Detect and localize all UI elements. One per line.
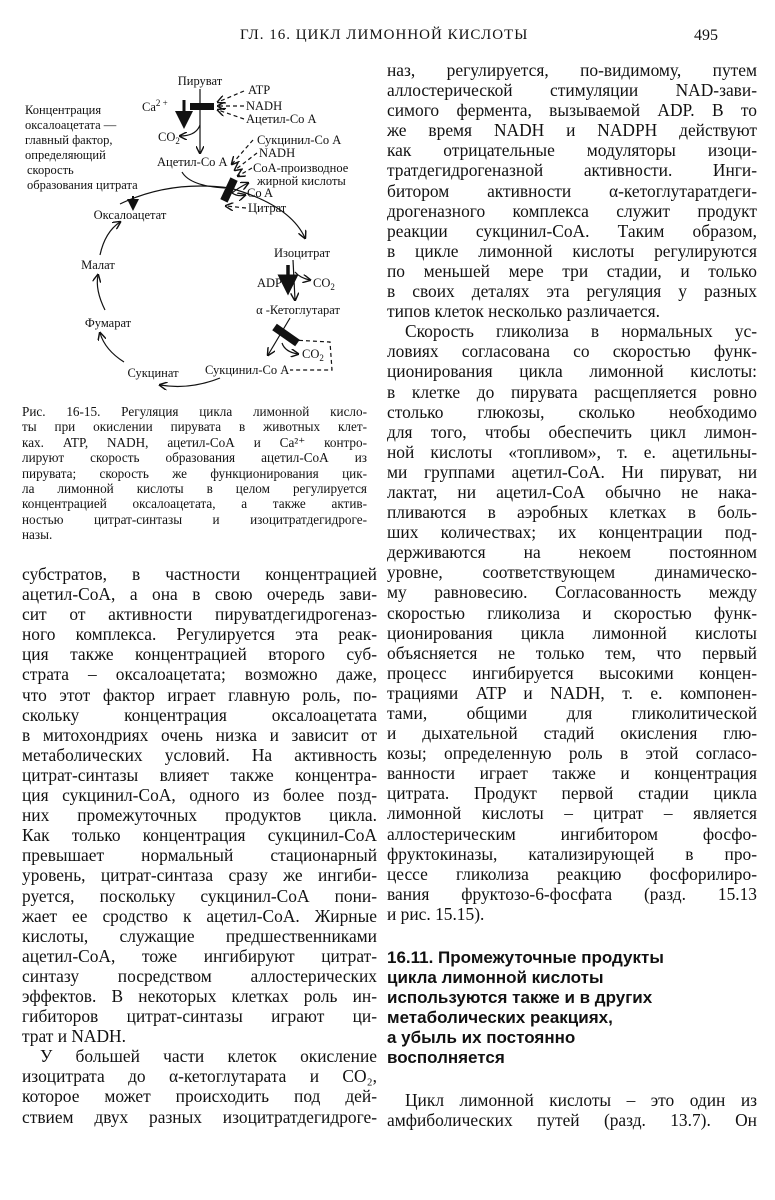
text-line: гибиторов цитрат-синтазы играют ци-: [22, 1006, 377, 1027]
side-label-3: определяющий: [25, 148, 106, 162]
caption-line: Рис. 16-15. Регуляция цикла лимонной кисло-: [22, 404, 367, 419]
heading-line: метаболических реакциях,: [387, 1008, 613, 1027]
side-label-5: образования цитрата: [27, 178, 138, 192]
heading-line: цикла лимонной кислоты: [387, 968, 604, 987]
text-line: ванности играет также и концентрация: [387, 763, 757, 784]
succinyl-coa-inhibitor-label: Сукцинил-Со А: [257, 133, 342, 147]
text-line: трациями ATP и NADH, т. е. компонен-: [387, 682, 757, 703]
nadh-label: NADH: [246, 99, 283, 113]
text-line: превышает нормальный стационарный: [22, 845, 377, 866]
text-line: жает ее сродство к ацетил-СоА. Жирные: [22, 905, 377, 926]
pyruvate-dehydrogenase-bar: [190, 103, 214, 110]
right-column-text: [387, 60, 757, 924]
caption-line: ностью цитрат-синтазы и изоцитратдегидроге-: [22, 511, 367, 527]
text-line: ших количествах; их концентрации под-: [387, 522, 757, 543]
text-line: процесс ингибируется высокими концен-: [387, 662, 757, 683]
text-line: страта – оксалоацетата; возможно даже,: [22, 664, 377, 685]
text-line: ловиях согласована со скоростью функ-: [387, 341, 757, 362]
text-line: держиваются на некоем постоянном: [387, 542, 757, 563]
co2-text: CO: [313, 276, 331, 290]
figure-caption: [22, 404, 367, 543]
text-line: изоцитрата до α-кетоглутарата и CO₂,: [22, 1066, 377, 1087]
coa-derivative-label-2: жирной кислоты: [257, 174, 346, 188]
text-line: в своих деталях эта регуляция у разных: [387, 281, 757, 302]
text-line: типов клеток несколько различается.: [387, 301, 660, 322]
text-line: аллостерической стимуляции NAD-зави-: [387, 80, 757, 101]
text-line: У большей части клеток окисление: [40, 1046, 377, 1067]
text-line: трат и NADH.: [22, 1026, 126, 1047]
text-line: эффектов. В некоторых клетках роль ин-: [22, 985, 377, 1006]
succinate-label: Сукцинат: [127, 366, 179, 380]
alpha-ketoglutarate-label: α -Кетоглутарат: [256, 303, 340, 317]
text-line: столько глюкозы, сколько необходимо: [387, 401, 757, 422]
text-line: ацетил-СоА, а она в свою очередь зави-: [22, 584, 377, 605]
text-line: тратдегидрогеназной активности. Инги-: [387, 160, 757, 181]
acetyl-coa-label: Ацетил-Со А: [157, 155, 228, 169]
nadh-citrate-synthase-label: NADH: [259, 146, 296, 160]
citrate-label: Цитрат: [248, 201, 287, 215]
text-line: субстратов, в частности концентрацией: [22, 564, 377, 584]
text-line: метаболических условий. На активность: [22, 744, 377, 765]
text-line: скоростью гликолиза и скоростью функ-: [387, 602, 757, 623]
text-line: ция также концентрацией второго суб-: [22, 644, 377, 665]
co2-subscript: 2: [330, 282, 335, 292]
citric-acid-cycle-regulation-figure: [20, 60, 370, 400]
text-line: реакции сукцинил-СоА. Таким образом,: [387, 220, 757, 241]
co2-subscript: 2: [175, 136, 180, 146]
text-line: ционирования цикла лимонной кислоты: [387, 622, 757, 643]
coa-label: Co A: [247, 186, 274, 200]
text-line: аллостерическим ингибитором фосфо-: [387, 823, 757, 844]
text-line: ционирования цикла лимонной кислоты:: [387, 361, 757, 382]
text-line: и рис. 15.15).: [387, 903, 485, 924]
ca-text: Ca: [142, 100, 156, 114]
left-column-text: [22, 564, 377, 1127]
co2-text: CO: [158, 130, 176, 144]
section-body-text: [387, 1090, 757, 1130]
malate-label: Малат: [81, 258, 115, 272]
heading-line: а убыль их постоянно: [387, 1028, 576, 1047]
section-heading: [387, 948, 757, 1068]
coa-derivative-label-1: CoA-производное: [253, 161, 349, 175]
text-line: наз, регулируется, по-видимому, путем: [387, 60, 757, 80]
text-line: ного комплекса. Регулируется эта реак-: [22, 624, 377, 645]
adp-label: ADP: [257, 276, 283, 290]
text-line: скольку концентрация оксалоацетата: [22, 704, 377, 725]
text-line: кислоты, служащие предшественниками: [22, 925, 377, 946]
text-line: в митохондриях очень низка и зависит от: [22, 724, 377, 745]
text-line: Скорость гликолиза в нормальных ус-: [405, 321, 757, 342]
text-line: сит от активности пируватдегидрогеназ-: [22, 604, 377, 625]
text-line: Как только концентрация сукцинил-СоА: [22, 825, 377, 846]
co2-label-isocitrate: [313, 276, 335, 292]
text-line: цитрат-синтазы влияет также концентра-: [22, 764, 377, 785]
text-line: что этот фактор играет главную роль, по-: [22, 684, 377, 705]
text-line: симого фермента, вызываемой ADP. В то: [387, 100, 757, 121]
co2-subscript: 2: [319, 353, 324, 363]
text-line: ми группами ацетил-СоА. Ни пируват, ни: [387, 461, 757, 482]
text-line: для того, чтобы обеспечить цикл лимон-: [387, 421, 757, 442]
text-line: объясняется не только тем, что первый: [387, 642, 757, 663]
text-line: пливаются в аэробных клетках в боль-: [387, 502, 757, 523]
text-line: ствием двух разных изоцитратдегидроге-: [22, 1106, 377, 1127]
atp-label: ATP: [248, 83, 271, 97]
text-line: фруктокиназы, катализирующей в про-: [387, 843, 757, 864]
caption-line: назы.: [22, 527, 53, 543]
text-line: них промежуточных продуктов цикла.: [22, 805, 377, 826]
text-line: и дыхательной стадий окисления глю-: [387, 723, 757, 744]
text-line: которое может происходить под дей-: [22, 1086, 377, 1107]
co2-label-kg: [302, 347, 324, 363]
ketoglutarate-dehydrogenase-bar: [272, 324, 300, 347]
text-line: амфиболических путей (разд. 13.7). Он: [387, 1110, 757, 1131]
side-label-2: главный фактор,: [25, 133, 113, 147]
text-line: цессе гликолиза реакцию фосфорилиро-: [387, 863, 757, 884]
text-line: в цикле лимонной кислоты регулируются: [387, 240, 757, 261]
isocitrate-label: Изоцитрат: [273, 246, 331, 260]
acetyl-coa-inhibitor-label: Ацетил-Со А: [246, 112, 317, 126]
running-header: ГЛ. 16. ЦИКЛ ЛИМОННОЙ КИСЛОТЫ: [240, 27, 529, 43]
side-label-4: скорость: [27, 163, 74, 177]
text-line: по меньшей мере три стадии, и только: [387, 260, 757, 281]
text-line: дрогеназного комплекса служит продукт: [387, 200, 757, 221]
heading-line: используются также и в других: [387, 988, 653, 1007]
caption-line: ла лимонной кислоты в целом регулируется: [22, 481, 367, 497]
calcium-label: [142, 98, 168, 114]
side-label-0: Концентрация: [25, 103, 102, 117]
text-line: вания фруктозо-6-фосфата (разд. 15.13: [387, 883, 757, 904]
caption-line: лируют скорость образования ацетил-СоА из: [22, 450, 367, 466]
text-line: как отрицательные модуляторы изоци-: [387, 140, 757, 161]
text-line: же время NADH и NADPH действуют: [387, 120, 757, 141]
co2-text: CO: [302, 347, 320, 361]
fumarate-label: Фумарат: [84, 316, 132, 330]
text-line: цитрата. Продукт первой стадии цикла: [387, 783, 757, 804]
text-line: уровень, цитрат-синтаза сразу же ингиби-: [22, 865, 377, 886]
caption-line: ты при окислении пирувата в животных клет-: [22, 419, 367, 435]
text-line: лактат, ни ацетил-СоА обычно не нака-: [387, 481, 757, 502]
succinyl-coa-label: Сукцинил-Со А: [205, 363, 290, 377]
caption-line: ках. ATP, NADH, ацетил-СоА и Ca²⁺ контро-: [22, 434, 367, 450]
page-number: 495: [694, 27, 718, 44]
caption-line: концентрацией оксалоацетата, а также актив-: [22, 496, 367, 512]
text-line: козы; определенную роль в этой согласо-: [387, 743, 757, 764]
heading-line: 16.11. Промежуточные продукты: [387, 948, 664, 967]
text-line: тами, общими для гликолитической: [387, 703, 757, 723]
text-line: ацетил-СоА, тоже ингибируют цитрат-: [22, 945, 377, 966]
text-line: битором активности α-кетоглутаратдеги-: [387, 180, 757, 201]
co2-label-top: [158, 130, 180, 146]
heading-line: восполняется: [387, 1048, 505, 1067]
text-line: ция сукцинил-СоА, одного из более позд-: [22, 785, 377, 806]
text-line: синтазу посредством аллостерических: [22, 965, 377, 986]
oxaloacetate-label: Оксалоацетат: [93, 208, 167, 222]
text-line: в клетке до пирувата расщепляется ровно: [387, 381, 757, 402]
side-label-1: оксалоацетата —: [25, 118, 117, 132]
text-line: лимонной кислоты – цитрат – является: [387, 803, 757, 824]
text-line: руется, поскольку сукцинил-СоА пони-: [22, 885, 377, 906]
ca-superscript: 2 +: [155, 98, 168, 108]
text-line: Цикл лимонной кислоты – это один из: [405, 1090, 757, 1110]
text-line: ной кислоты «топливом», т. е. ацетильны-: [387, 441, 757, 462]
caption-line: пирувата; скорость же функционирования цик-: [22, 465, 367, 481]
text-line: му равновесию. Согласованность между: [387, 582, 757, 603]
pyruvate-label: Пируват: [177, 74, 223, 88]
text-line: уровне, соответствующем динамическо-: [387, 562, 757, 583]
